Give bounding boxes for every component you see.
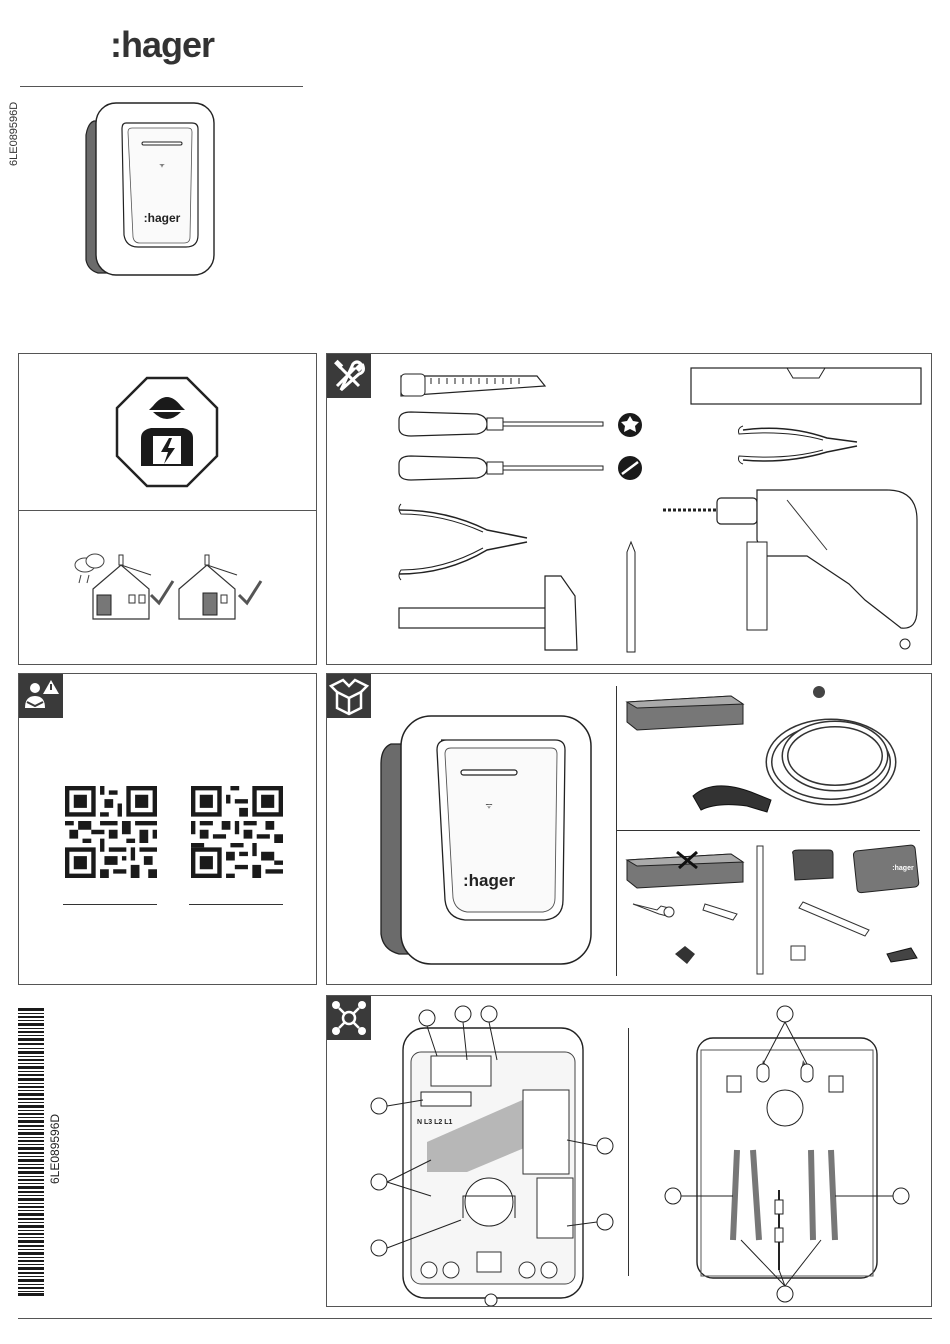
cable-and-box-illustration [621, 678, 927, 826]
qr-code-1[interactable] [65, 786, 157, 878]
footer-divider [18, 1318, 932, 1319]
network-icon [327, 996, 371, 1040]
doc-reference: 6LE089596D [8, 101, 20, 166]
panel-documentation [18, 673, 317, 985]
connections-divider [628, 1028, 629, 1276]
panel-box-contents [326, 673, 932, 985]
svg-text:ᯤ: ᯤ [485, 801, 493, 810]
rfid-card-brand: :hager [892, 865, 914, 872]
panel-qualified-electrician [18, 353, 317, 511]
terminal-labels: N L3 L2 L1 [417, 1119, 453, 1126]
house-install-illustration [71, 549, 271, 631]
panel-indoor-outdoor [18, 510, 317, 665]
box-divider-vertical [616, 686, 617, 976]
charger-brand-label: :hager [463, 871, 515, 890]
base-wiring-illustration [367, 1000, 623, 1306]
open-box-icon [327, 674, 371, 718]
svg-text:ᯤ: ᯤ [159, 162, 165, 169]
barcode-number: 6LE089596D [48, 1113, 62, 1184]
product-illustration [80, 95, 220, 280]
barcode [18, 1008, 44, 1296]
header-divider [20, 86, 303, 87]
qr-2-underline [189, 904, 283, 905]
qr-1-underline [63, 904, 157, 905]
brand-logo: :hager [110, 24, 215, 65]
tools-icon [327, 354, 371, 398]
box-divider-horizontal [616, 830, 920, 831]
qr-code-2[interactable] [191, 786, 283, 878]
mounting-plate-illustration [661, 1000, 917, 1306]
reading-warning-icon [19, 674, 63, 718]
electrician-icon [115, 376, 219, 488]
charger-unit-illustration [371, 704, 601, 974]
product-brand-label: :hager [143, 211, 181, 225]
tools-illustration [387, 360, 927, 660]
accessories-illustration [621, 834, 927, 982]
panel-connections [326, 995, 932, 1307]
panel-required-tools [326, 353, 932, 665]
